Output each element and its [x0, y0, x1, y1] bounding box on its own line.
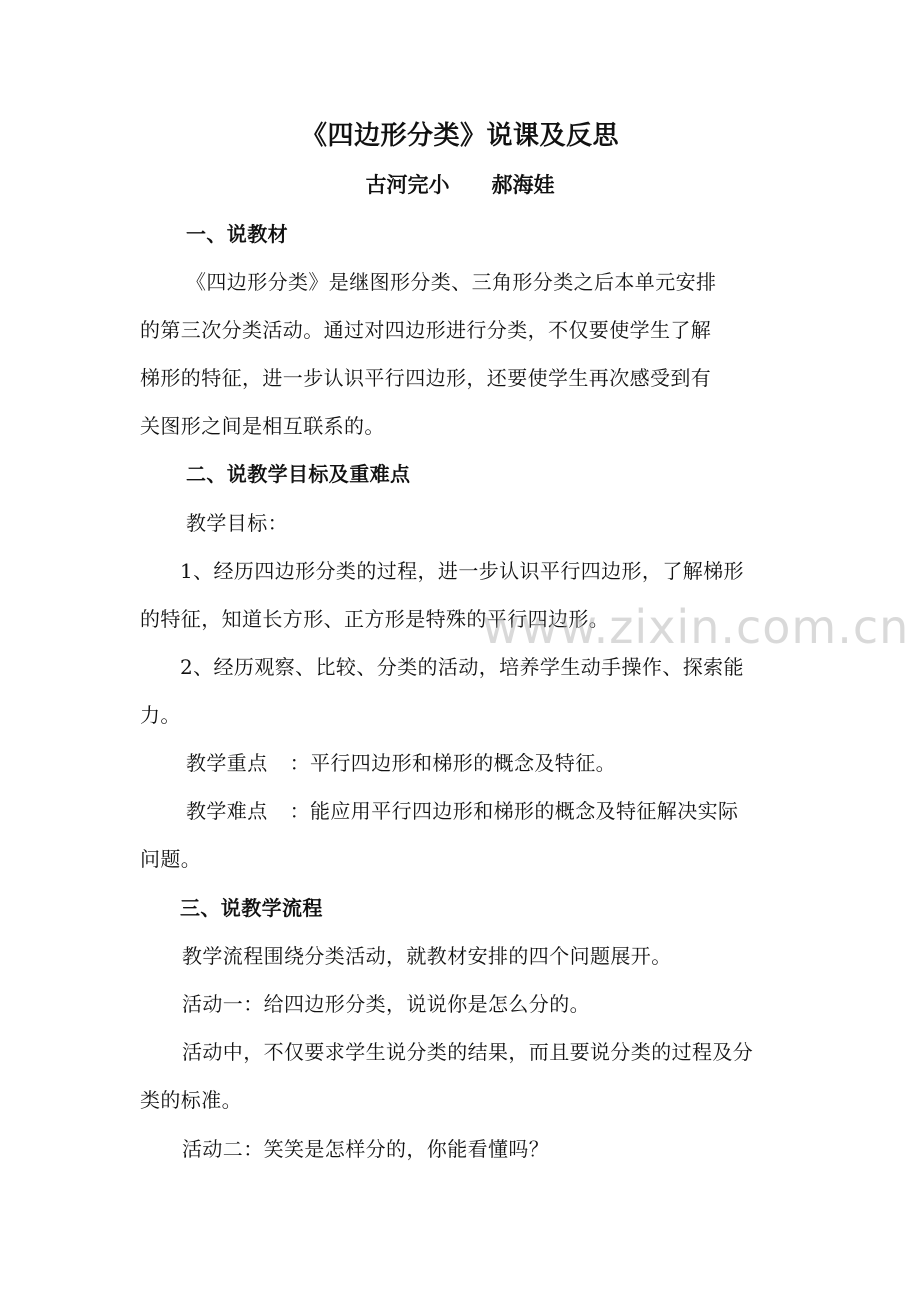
- difficulty-text: ：能应用平行四边形和梯形的概念及特征解决实际: [289, 799, 739, 823]
- key-point-label: 教学重点: [186, 751, 268, 775]
- key-point-text: ：平行四边形和梯形的概念及特征。: [289, 751, 617, 775]
- paragraph-line: 活动二：笑笑是怎样分的，你能看懂吗？: [182, 1137, 550, 1161]
- paragraph-line: 的特征，知道长方形、正方形是特殊的平行四边形。: [140, 607, 610, 631]
- paragraph-line: 力。: [140, 703, 181, 727]
- paragraph-line: 的第三次分类活动。通过对四边形进行分类，不仅要使学生了解: [140, 318, 712, 342]
- author-name: 郝海娃: [491, 173, 555, 197]
- watermark: www.zixin.com.cn: [482, 600, 910, 654]
- document-title: 《四边形分类》说课及反思: [300, 121, 619, 151]
- paragraph-line: 2、经历观察、比较、分类的活动，培养学生动手操作、探索能: [180, 655, 744, 679]
- author-line: [0, 168, 920, 202]
- paragraph-line: 活动中，不仅要求学生说分类的结果，而且要说分类的过程及分: [182, 1040, 754, 1064]
- difficulty-line: [186, 793, 782, 829]
- paragraph-line: 《四边形分类》是继图形分类、三角形分类之后本单元安排: [186, 270, 717, 294]
- paragraph-line: 梯形的特征，进一步认识平行四边形，还要使学生再次感受到有: [140, 366, 712, 390]
- paragraph-line: 关图形之间是相互联系的。: [140, 414, 385, 438]
- difficulty-label: 教学难点: [186, 799, 268, 823]
- section-heading-3: 三、说教学流程: [180, 896, 323, 920]
- paragraph-line: 教学流程围绕分类活动，就教材安排的四个问题展开。: [182, 944, 672, 968]
- section-heading-2: 二、说教学目标及重难点: [186, 462, 411, 486]
- section-heading-1: 一、说教材: [186, 222, 288, 246]
- paragraph-line: 1、经历四边形分类的过程，进一步认识平行四边形，了解梯形: [180, 559, 744, 583]
- paragraph-line: 活动一：给四边形分类，说说你是怎么分的。: [182, 992, 590, 1016]
- paragraph-line: 类的标准。: [140, 1088, 242, 1112]
- paragraph-line: 问题。: [140, 847, 202, 871]
- goal-label: 教学目标：: [186, 511, 288, 535]
- author-school: 古河完小: [365, 173, 450, 197]
- key-point-line: [186, 745, 782, 781]
